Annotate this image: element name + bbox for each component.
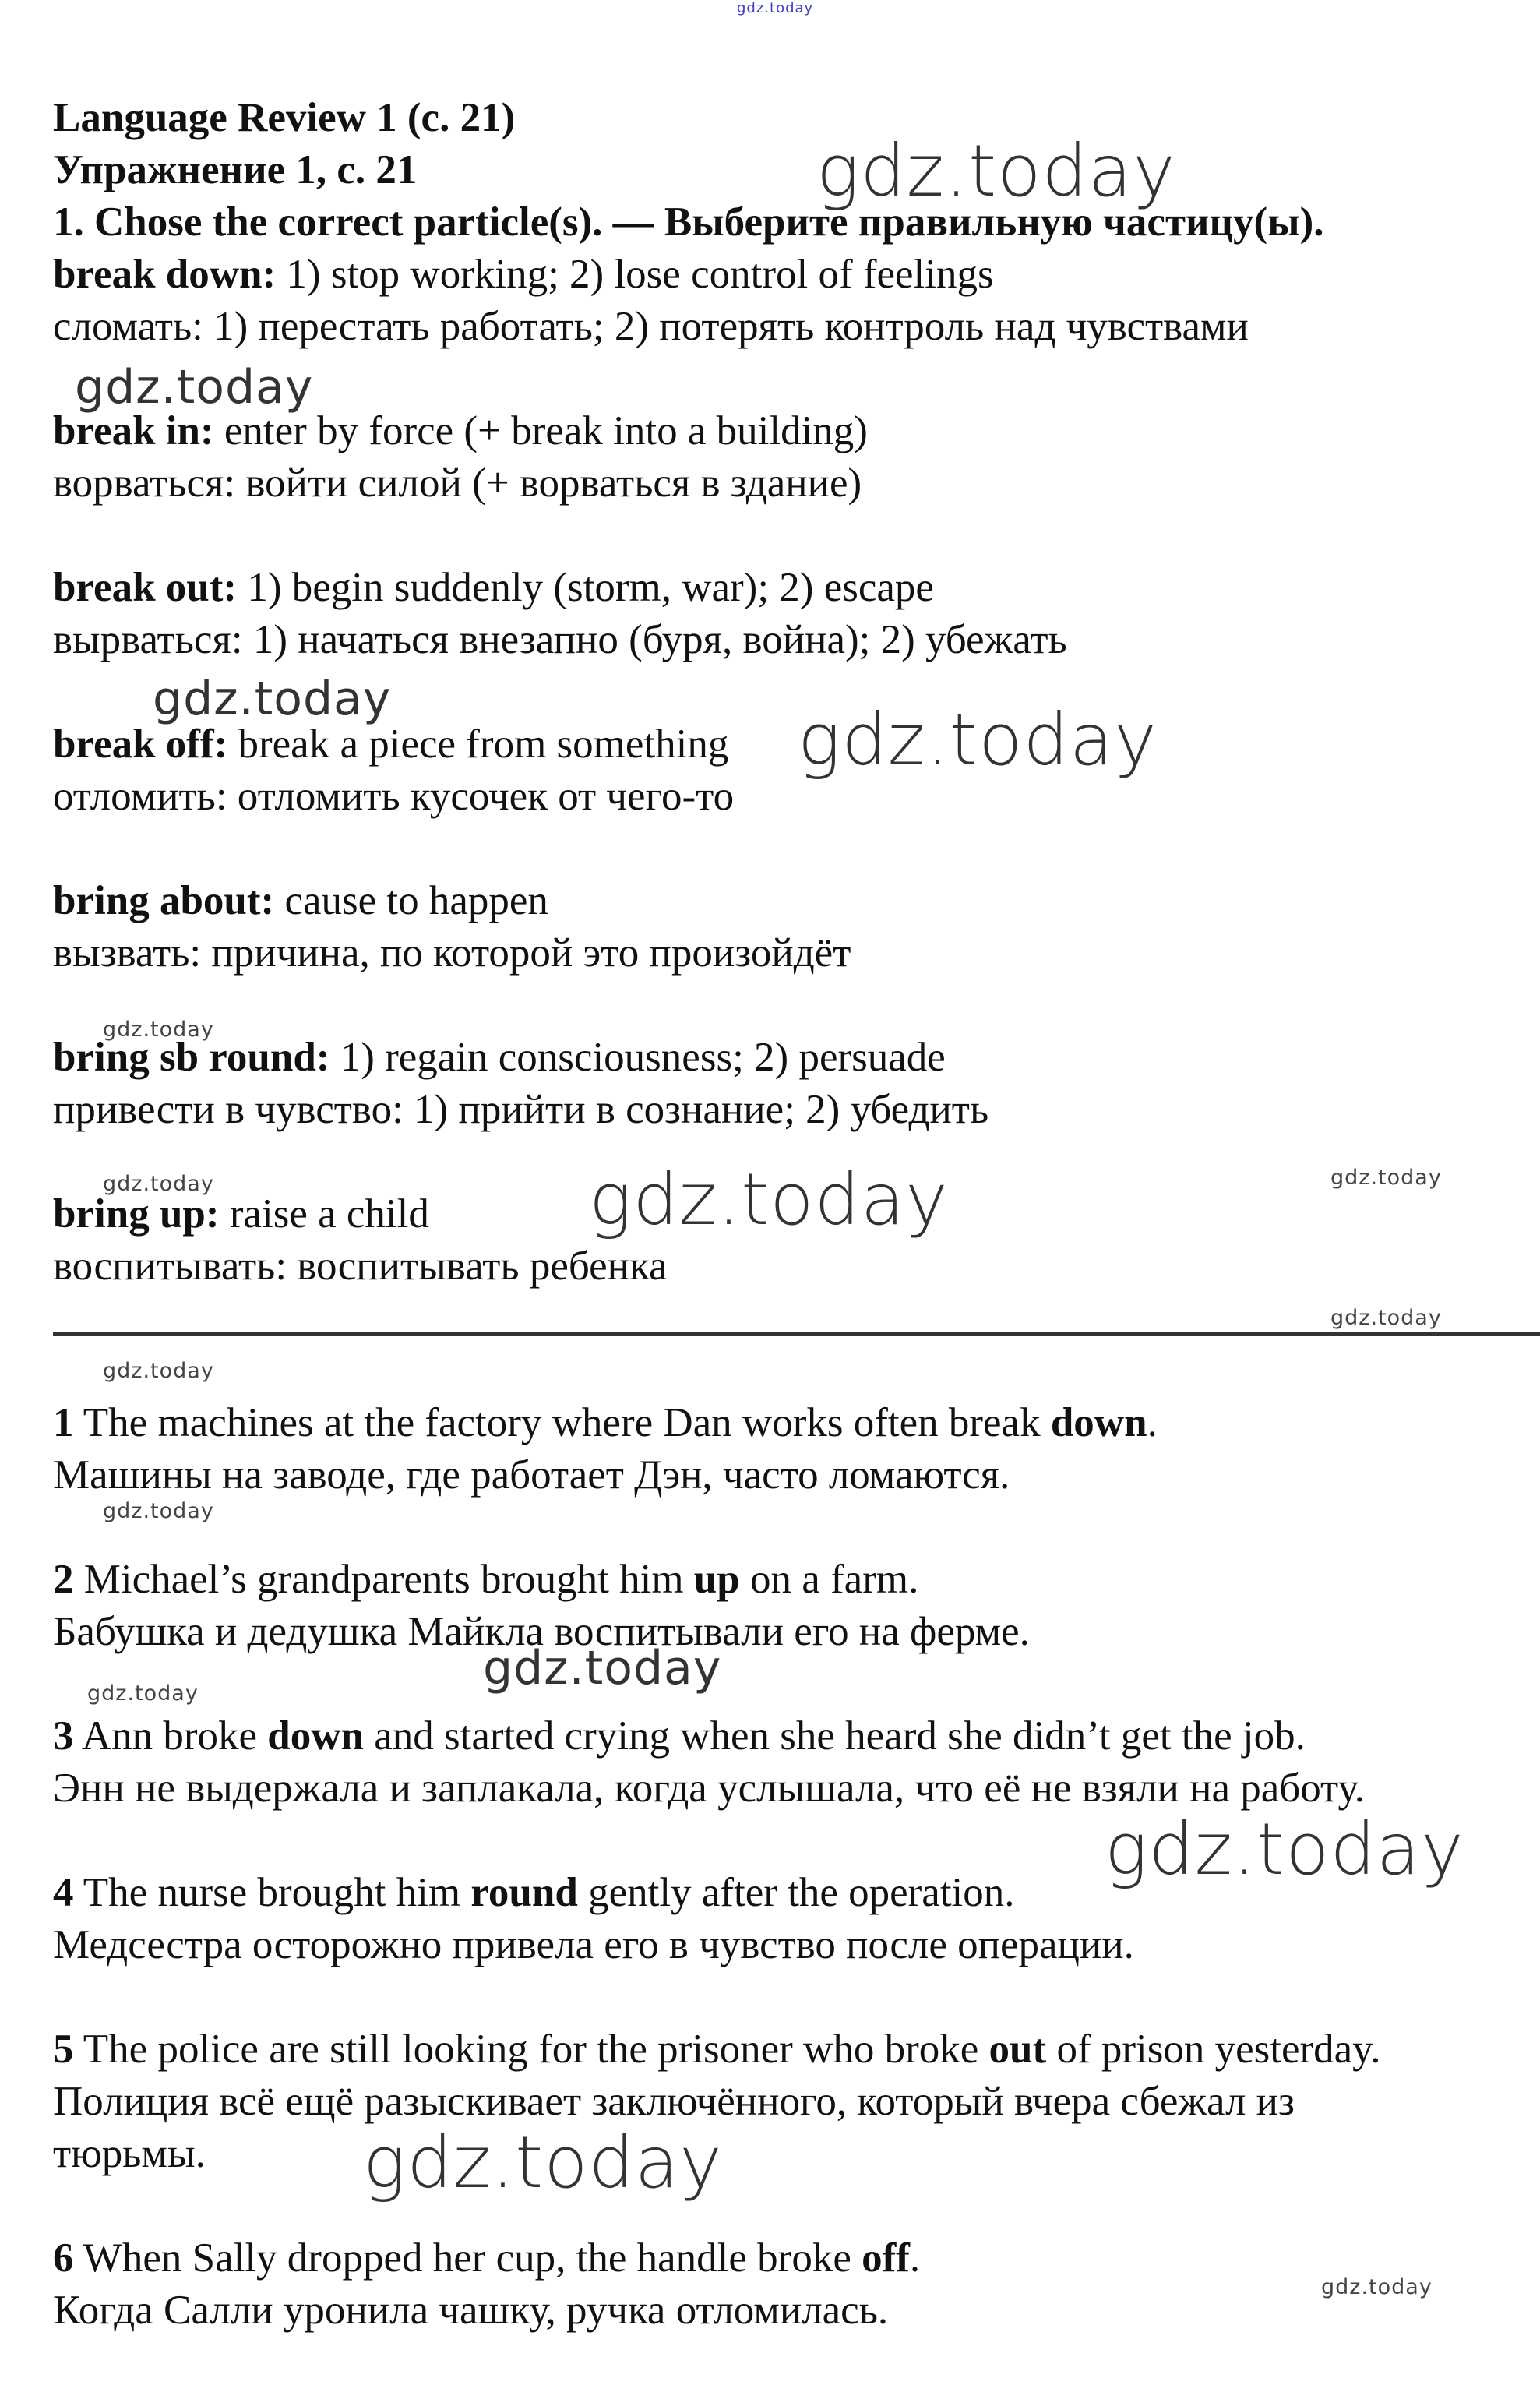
exercise-heading: Упражнение 1, с. 21: [53, 147, 418, 192]
definition-meaning: 1) stop working; 2) lose control of feelings: [276, 252, 994, 297]
definition-term: break out:: [53, 565, 238, 610]
sentence-en: [53, 1710, 1306, 1762]
sentence-text: .: [909, 2235, 921, 2281]
sentence-en: [53, 1554, 918, 1605]
definition-ru: привести в чувство: 1) прийти в сознание; 2) убедить: [53, 1087, 989, 1132]
definition-ru: отломить: отломить кусочек от чего-то: [53, 774, 735, 819]
sentence-text: and started crying when she heard she didn’t get the job.: [364, 1713, 1306, 1759]
sentence-number: 2: [53, 1557, 74, 1602]
sentence-en: [53, 1867, 1015, 1918]
sentence-text: on a farm.: [739, 1557, 919, 1602]
sentence-en: [53, 2232, 920, 2284]
sentence-text: Michael’s grandparents brought him: [73, 1557, 694, 1602]
definition-en: [53, 718, 728, 770]
sentence-text: of prison yesterday.: [1046, 2027, 1381, 2072]
definition-ru: вырваться: 1) начаться внезапно (буря, война); 2) убежать: [53, 617, 1067, 662]
sentence-number: 3: [53, 1713, 74, 1759]
sentence-answer: down: [1050, 1400, 1147, 1445]
sentence-ru: Машины на заводе, где работает Дэн, часто ломаются.: [53, 1452, 1010, 1498]
watermark: gdz.today: [1321, 2275, 1433, 2299]
watermark: gdz.today: [103, 1499, 214, 1523]
sentence-text: .: [1147, 1400, 1158, 1445]
definition-meaning: 1) begin suddenly (storm, war); 2) escape: [237, 565, 934, 610]
definition-meaning: enter by force (+ break into a building): [213, 408, 868, 453]
sentence-text: The nurse brought him: [73, 1870, 471, 1915]
watermark: gdz.today: [483, 1641, 722, 1695]
definition-term: break off:: [53, 721, 228, 767]
definition-term: bring up:: [53, 1191, 220, 1237]
watermark: gdz.today: [103, 1172, 214, 1196]
sentence-en: [53, 2023, 1380, 2075]
sentence-text: The machines at the factory where Dan works often break: [73, 1400, 1051, 1445]
sentence-text: When Sally dropped her cup, the handle broke: [73, 2235, 862, 2281]
definition-en: [53, 249, 994, 300]
sentence-ru: Полиция всё ещё разыскивает заключённого, который вчера сбежал из: [53, 2079, 1295, 2124]
sentence-answer: off: [862, 2235, 910, 2281]
page-title: Language Review 1 (с. 21): [53, 95, 516, 140]
sentence-number: 4: [53, 1870, 74, 1915]
sentence-ru: Бабушка и дедушка Майкла воспитывали его на ферме.: [53, 1609, 1030, 1654]
watermark: gdz.today: [75, 360, 314, 415]
watermark: gdz.today: [363, 2121, 723, 2204]
sentence-answer: down: [267, 1713, 365, 1759]
definition-term: break in:: [53, 408, 214, 453]
definition-meaning: 1) regain consciousness; 2) persuade: [329, 1035, 946, 1080]
sentence-ru: Энн не выдержала и заплакала, когда услышала, что её не взяли на работу.: [53, 1766, 1365, 1811]
watermark-top: gdz.today: [737, 0, 814, 16]
definition-term: bring sb round:: [53, 1035, 330, 1080]
watermark: gdz.today: [103, 1359, 214, 1383]
definition-ru: сломать: 1) перестать работать; 2) потерять контроль над чувствами: [53, 304, 1249, 349]
sentence-number: 5: [53, 2027, 74, 2072]
definition-ru: воспитывать: воспитывать ребенка: [53, 1244, 668, 1289]
sentence-number: 6: [53, 2235, 74, 2281]
definition-ru: ворваться: войти силой (+ ворваться в здание): [53, 460, 862, 506]
watermark: gdz.today: [153, 672, 392, 726]
sentence-number: 1: [53, 1400, 74, 1445]
definition-term: bring about:: [53, 878, 275, 923]
sentence-ru: Когда Салли уронила чашку, ручка отломилась.: [53, 2288, 889, 2333]
definition-en: [53, 1188, 429, 1240]
definition-en: [53, 562, 934, 613]
sentence-text: The police are still looking for the prisoner who broke: [73, 2027, 989, 2072]
watermark: gdz.today: [87, 1681, 199, 1706]
sentence-ru-continued: тюрьмы.: [53, 2131, 206, 2176]
sentence-answer: out: [988, 2027, 1047, 2072]
sentence-answer: up: [693, 1557, 740, 1602]
definition-meaning: raise a child: [219, 1191, 429, 1237]
watermark: gdz.today: [798, 698, 1158, 781]
watermark: gdz.today: [103, 1018, 214, 1042]
watermark: gdz.today: [1330, 1306, 1442, 1330]
definition-en: [53, 405, 868, 457]
definition-ru: вызвать: причина, по которой это произойдёт: [53, 930, 851, 976]
watermark: gdz.today: [1330, 1166, 1442, 1190]
watermark: gdz.today: [1105, 1808, 1464, 1891]
section-divider: [53, 1332, 1540, 1336]
sentence-text: Ann broke: [73, 1713, 268, 1759]
sentence-text: gently after the operation.: [577, 1870, 1015, 1915]
watermark: gdz.today: [816, 129, 1176, 213]
task-instruction: 1. Chose the correct particle(s). — Выберите правильную частицу(ы).: [53, 199, 1324, 245]
watermark: gdz.today: [589, 1158, 949, 1241]
sentence-en: [53, 1397, 1158, 1448]
definition-term: break down:: [53, 252, 277, 297]
definition-en: [53, 875, 548, 926]
definition-en: [53, 1032, 946, 1083]
sentence-answer: round: [470, 1870, 578, 1915]
definition-meaning: break a piece from something: [227, 721, 729, 767]
definition-meaning: cause to happen: [274, 878, 548, 923]
sentence-ru: Медсестра осторожно привела его в чувство после операции.: [53, 1922, 1134, 1967]
